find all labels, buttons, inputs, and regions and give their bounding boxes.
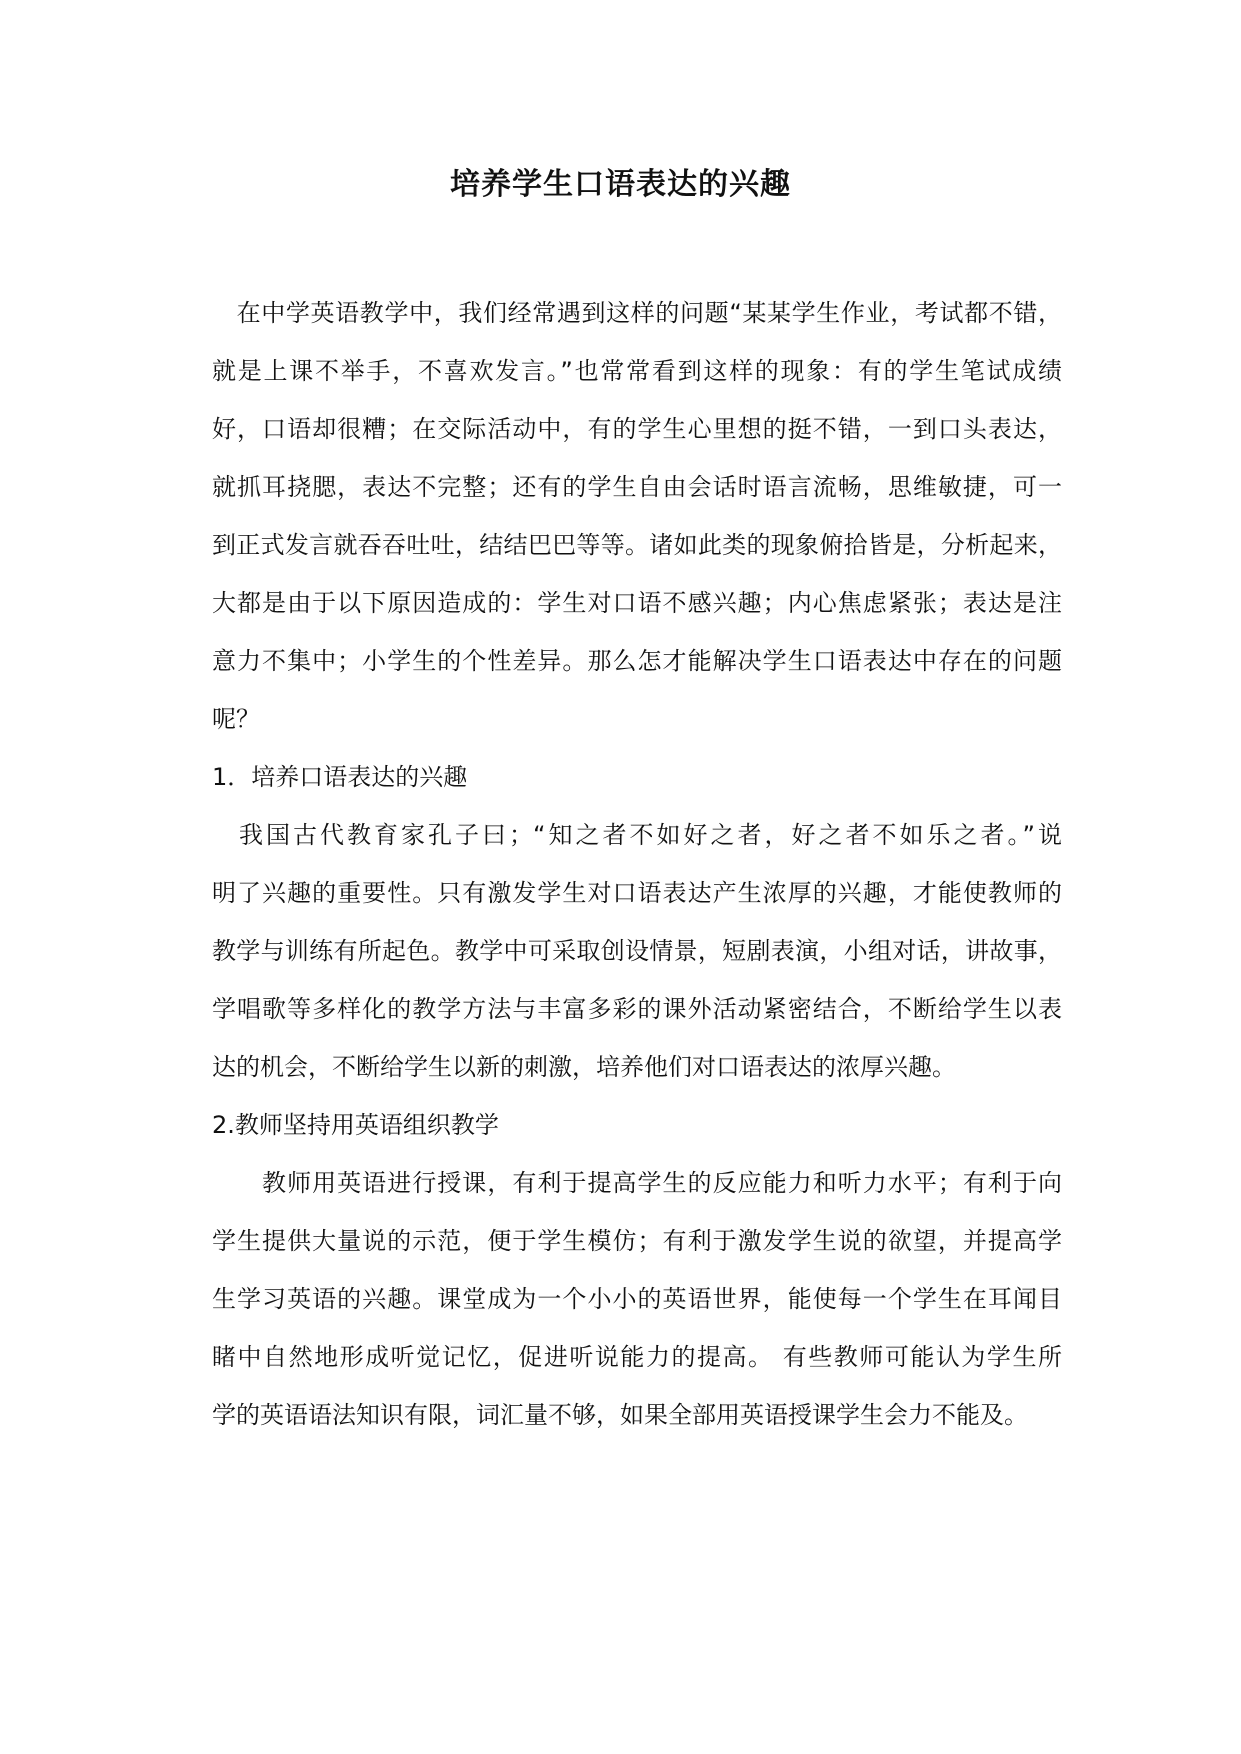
body-line-20: 学的英语语法知识有限，词汇量不够，如果全部用英语授课学生会力不能及。 [212,1401,1028,1429]
body-line-1: 在中学英语教学中，我们经常遇到这样的问题“某某学生作业，考试都不错， [212,299,1062,327]
body-line-6: 大都是由于以下原因造成的：学生对口语不感兴趣；内心焦虑紧张；表达是注 [212,589,1062,617]
section-heading-2: 2.教师坚持用英语组织教学 [212,1111,499,1139]
body-line-17: 学生提供大量说的示范，便于学生模仿；有利于激发学生说的欲望，并提高学 [212,1227,1062,1255]
body-line-10: 我国古代教育家孔子曰；“知之者不如好之者，好之者不如乐之者。”说 [212,821,1062,849]
body-line-7: 意力不集中；小学生的个性差异。那么怎才能解决学生口语表达中存在的问题 [212,647,1062,675]
body-line-3: 好，口语却很糟；在交际活动中，有的学生心里想的挺不错，一到口头表达， [212,415,1062,443]
body-line-11: 明了兴趣的重要性。只有激发学生对口语表达产生浓厚的兴趣，才能使教师的 [212,879,1062,907]
body-line-8: 呢？ [212,705,260,733]
document-title: 培养学生口语表达的兴趣 [450,167,791,202]
body-line-13: 学唱歌等多样化的教学方法与丰富多彩的课外活动紧密结合，不断给学生以表 [212,995,1062,1023]
body-line-18: 生学习英语的兴趣。课堂成为一个小小的英语世界，能使每一个学生在耳闻目 [212,1285,1062,1313]
body-line-19: 睹中自然地形成听觉记忆，促进听说能力的提高。 有些教师可能认为学生所 [212,1343,1062,1371]
body-line-4: 就抓耳挠腮，表达不完整；还有的学生自由会话时语言流畅，思维敏捷，可一 [212,473,1062,501]
body-line-12: 教学与训练有所起色。教学中可采取创设情景，短剧表演，小组对话，讲故事， [212,937,1062,965]
body-line-5: 到正式发言就吞吞吐吐，结结巴巴等等。诸如此类的现象俯拾皆是，分析起来， [212,531,1062,559]
body-line-16: 教师用英语进行授课，有利于提高学生的反应能力和听力水平；有利于向 [212,1169,1062,1197]
body-line-2: 就是上课不举手，不喜欢发言。”也常常看到这样的现象：有的学生笔试成绩 [212,357,1062,385]
section-heading-1: 1．培养口语表达的兴趣 [212,763,468,791]
body-line-14: 达的机会，不断给学生以新的刺激，培养他们对口语表达的浓厚兴趣。 [212,1053,956,1081]
